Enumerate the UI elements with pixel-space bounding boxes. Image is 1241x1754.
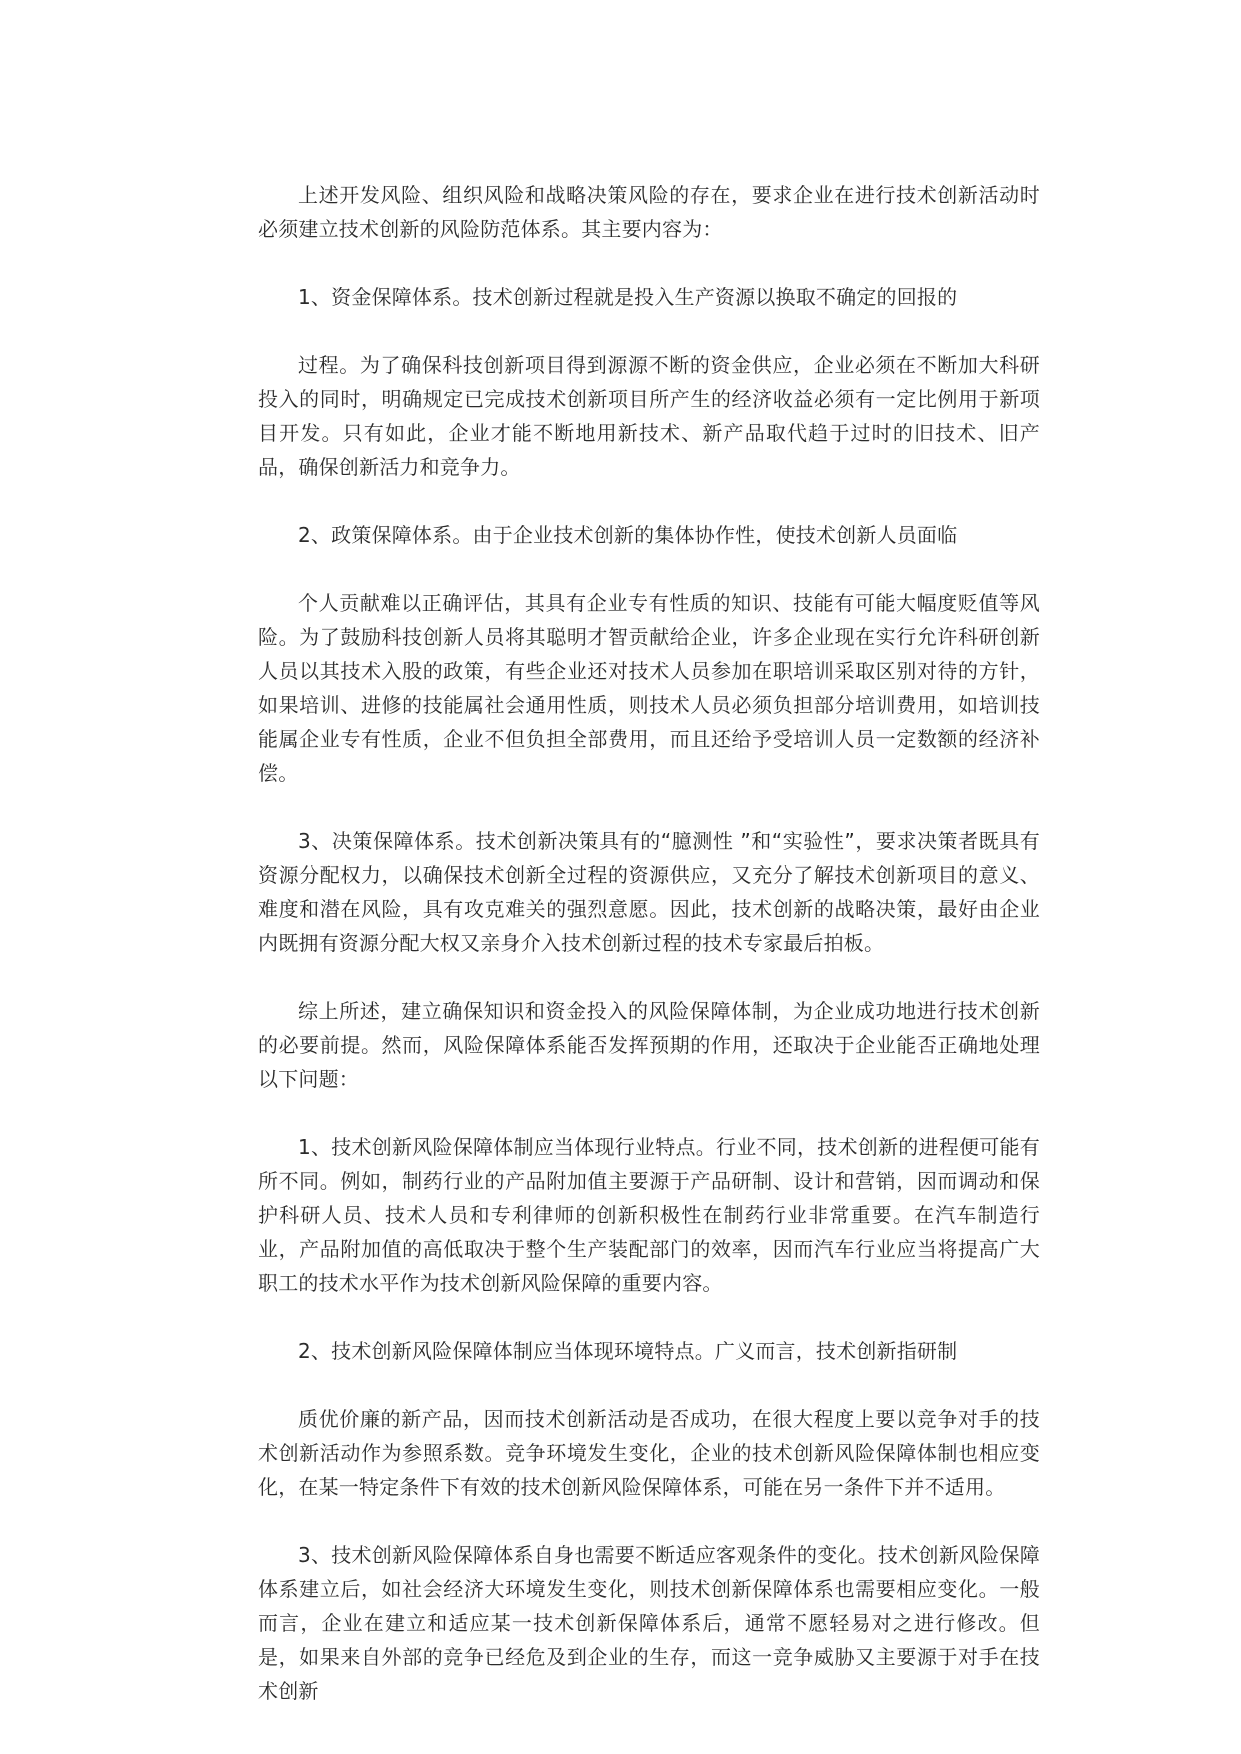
paragraph-decision: 3、决策保障体系。技术创新决策具有的“臆测性 ”和“实验性”，要求决策者既具有资源分配权力，以确保技术创新全过程的资源供应，又充分了解技术创新项目的意义、难度和潜在风险，具有攻克难关的强烈意愿。因此，技术创新的战略决策，最好由企业内既拥有资源分配大权又亲身介入技术创新过程的技术专家最后拍板。	[258, 829, 1040, 955]
paragraph-environment-body: 质优价廉的新产品，因而技术创新活动是否成功，在很大程度上要以竞争对手的技术创新活动作为参照系数。竞争环境发生变化，企业的技术创新风险保障体制也相应变化，在某一特定条件下有效的技术创新风险保障体系，可能在另一条件下并不适用。	[258, 1407, 1040, 1499]
paragraph-environment-heading: 2、技术创新风险保障体制应当体现环境特点。广义而言，技术创新指研制	[298, 1339, 958, 1363]
paragraph-funding-body: 过程。为了确保科技创新项目得到源源不断的资金供应，企业必须在不断加大科研投入的同时，明确规定已完成技术创新项目所产生的经济收益必须有一定比例用于新项目开发。只有如此，企业才能不断地用新技术、新产品取代趋于过时的旧技术、旧产品，确保创新活力和竞争力。	[258, 353, 1040, 479]
paragraph-adaptation: 3、技术创新风险保障体系自身也需要不断适应客观条件的变化。技术创新风险保障体系建立后，如社会经济大环境发生变化，则技术创新保障体系也需要相应变化。一般而言，企业在建立和适应某一技术创新保障体系后，通常不愿轻易对之进行修改。但是，如果来自外部的竞争已经危及到企业的生存，而这一竞争威胁又主要源于对手在技术创新	[258, 1543, 1040, 1703]
document-body	[258, 178, 1040, 1708]
paragraph-intro: 上述开发风险、组织风险和战略决策风险的存在，要求企业在进行技术创新活动时必须建立技术创新的风险防范体系。其主要内容为：	[258, 183, 1040, 241]
paragraph-policy-heading: 2、政策保障体系。由于企业技术创新的集体协作性，使技术创新人员面临	[298, 523, 958, 547]
paragraph-summary: 综上所述，建立确保知识和资金投入的风险保障体制，为企业成功地进行技术创新的必要前提。然而，风险保障体系能否发挥预期的作用，还取决于企业能否正确地处理以下问题：	[258, 999, 1040, 1091]
paragraph-funding-heading: 1、资金保障体系。技术创新过程就是投入生产资源以换取不确定的回报的	[298, 285, 958, 309]
paragraph-industry: 1、技术创新风险保障体制应当体现行业特点。行业不同，技术创新的进程便可能有所不同。例如，制药行业的产品附加值主要源于产品研制、设计和营销，因而调动和保护科研人员、技术人员和专利律师的创新积极性在制药行业非常重要。在汽车制造行业，产品附加值的高低取决于整个生产装配部门的效率，因而汽车行业应当将提高广大职工的技术水平作为技术创新风险保障的重要内容。	[258, 1135, 1040, 1295]
paragraph-policy-body: 个人贡献难以正确评估，其具有企业专有性质的知识、技能有可能大幅度贬值等风险。为了鼓励科技创新人员将其聪明才智贡献给企业，许多企业现在实行允许科研创新人员以其技术入股的政策，有些企业还对技术人员参加在职培训采取区别对待的方针，如果培训、进修的技能属社会通用性质，则技术人员必须负担部分培训费用，如培训技能属企业专有性质，企业不但负担全部费用，而且还给予受培训人员一定数额的经济补偿。	[258, 591, 1040, 785]
